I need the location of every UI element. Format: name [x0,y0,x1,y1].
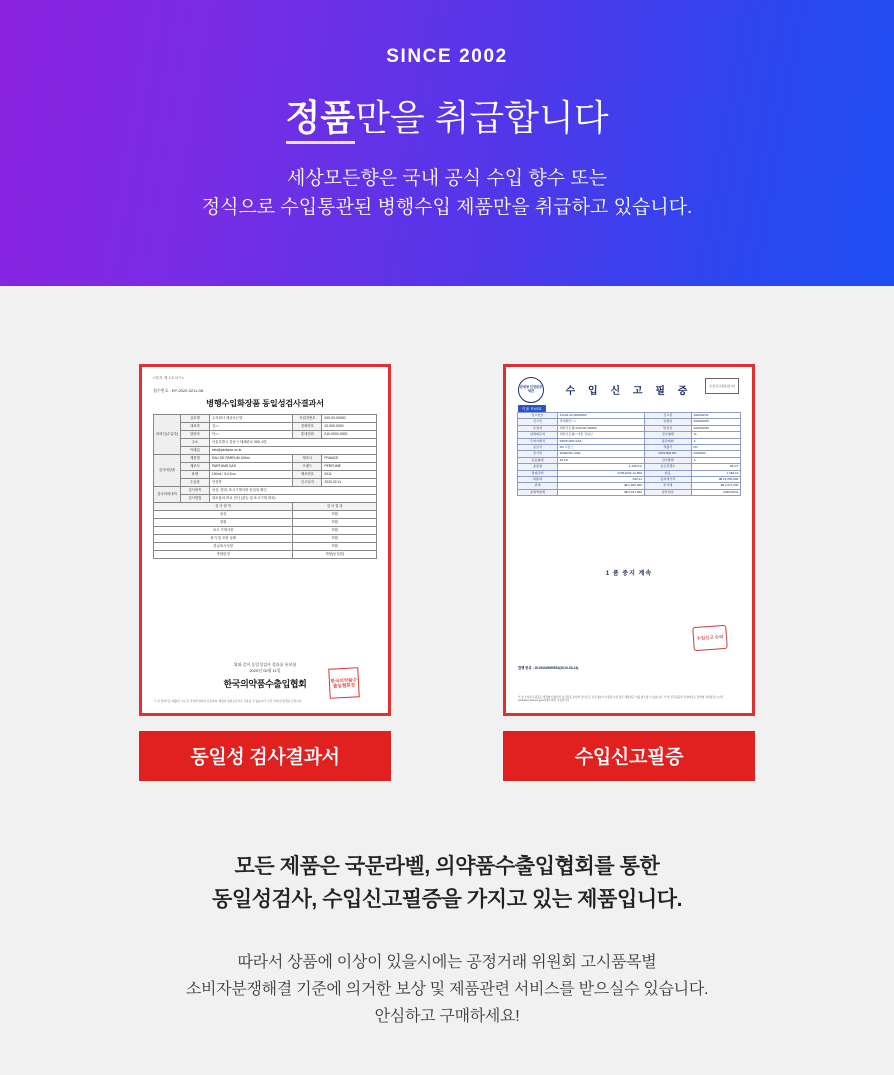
cell-value: FR 프랑스 [558,444,645,450]
cell-value: 000-00-00000 [322,415,377,423]
doc1-footnote: ※ 본 결과서는 제출된 시료 및 서류에 한하여 유효하며, 제품의 품질보증서로 사용될 수 없습니다. 무단 복제 및 변경을 금합니다. [154,700,303,704]
table-row [518,489,741,495]
cell-label: 통관계획 [644,438,691,444]
hero-subtitle-line1: 세상모든향은 국내 공식 수입 향수 또는 [286,167,608,189]
table-row [154,439,377,447]
table-row [154,511,377,519]
cell-label: 세관/과 [518,476,558,482]
cell-label: 담당자 [180,431,209,439]
cell-value: 2020/02/05 [691,419,740,425]
cell-label: 성상 [154,511,293,519]
cell-label: 적출국 [644,444,691,450]
cell-label: 검사방법 [180,495,209,503]
certificate-caption-import-declaration: 수입신고필증 [503,731,755,781]
cell-label: 징수형태 [644,432,691,438]
page-title [0,98,894,138]
doc2-title: 수 입 신 고 필 증 [565,386,693,397]
cell-value: FR [691,444,740,450]
table-row [154,503,377,511]
doc2-issue-number: 발행 번호 : 20194049M5532(2019-03-14) [518,666,579,670]
customs-approval-stamp-icon: 수입신고 수리 [692,625,728,651]
hero-since-label: SINCE 2002 [386,46,508,67]
cell-value: 적합 [293,511,377,519]
doc1-issuing-organization: 한국의약품수출입협회 [223,679,307,689]
cell-label: 납세의무자 [518,432,558,438]
cell-value: 2020.02.11 [322,479,377,487]
certificate-card-import-declaration[interactable] [503,364,755,781]
cell-value: ₩ 3,431,000 [558,489,645,495]
cell-value: 세상모든향 (000-00-00000) [558,425,645,431]
doc1-section-product: 검사대상품 [154,455,181,487]
cell-label: 입항일 [644,419,691,425]
cell-value: 세상모든향 / 서울 강남구 [558,432,645,438]
doc2-form-box: 수입신고필증(갑지) [705,378,739,394]
cell-value: 적합 [293,527,377,535]
cell-label: 향취 [154,519,293,527]
cell-label: 신고번호 [518,413,558,419]
cell-label: 결제금액 [518,470,558,476]
cell-value: 관세법인 ○○ [558,419,645,425]
hero-subtitle [0,164,894,223]
cell-label: 선기명 [518,451,558,457]
doc1-section-importer: 의뢰인(수입자) [154,415,181,455]
table-row [154,543,377,551]
table-row [154,423,377,431]
certificate-caption-identity-test: 동일성 검사결과서 [139,731,391,781]
doc2-continuation-note: 1 품 중지 계속 [605,571,653,577]
doc2-footnote: ※ 본 수입신고필증은 세관에서 형식적 요건만을 심사한 것이므로 신고내용이 사실과 다른 경우 세관장은 이를 취소할 수 있습니다. ※ 본 신고필증의 진위여부는 관세청 전자통관시스템(unipass.customs.go.kr)에서 확인 가능합니다. [518,695,723,703]
table-row [154,455,377,463]
doc2-info-table [517,412,741,496]
cell-value: FOB-EUR-12,500 [558,470,645,476]
cell-label: 제조번호 [293,471,322,479]
cell-value: 적합 [293,535,377,543]
assurance-lead-line1: 모든 제품은 국문라벨, 의약품수출입협회를 통한 [234,855,660,878]
cell-label: 총중량 [518,464,558,470]
cell-value: ₩ 18,250,000 [691,476,740,482]
cell-value: 41234-20-000000M [558,413,645,419]
doc1-section-inspection: 검사의뢰내역 [154,487,181,503]
cell-value: 성상, 향취, 표시기재사항 동일성 확인 [209,487,376,495]
cell-label: 운송형태 [518,457,558,463]
cell-label: 용기 및 포장 상태 [154,535,293,543]
scanned-document-2 [511,372,747,708]
cell-label: 대표자 [180,423,209,431]
cell-label: 검 사 항 목 [154,503,293,511]
cell-label: 납부일자 [644,489,691,495]
assurance-note-line3: 안심하고 구매하세요! [374,1007,520,1025]
cell-label: 총과세가격 [644,476,691,482]
cell-label: 환율 [644,470,691,476]
cell-value: 적합(동일함) [293,551,377,559]
cell-label: 관세 [518,483,558,489]
cell-label: 표시 기재사항 [154,527,293,535]
doc1-form-tag: <별지 제 1호서식> [153,376,185,380]
cell-value: EAU DE PARFUM 100ml [209,455,292,463]
cell-label: 검 사 결 과 [293,503,377,511]
doc1-info-table [153,414,377,559]
cell-label: 수입자 [518,425,558,431]
cell-value: 040-11 [558,476,645,482]
cell-label: 검사항목 [180,487,209,495]
assurance-lead [0,851,894,916]
cell-value: 10-FC [558,457,645,463]
cell-label: 용량 [180,471,209,479]
cell-label: 신고인 [518,419,558,425]
cell-value: 김○○ [209,423,292,431]
scanned-document-1 [147,372,383,708]
cell-value: 적합 [293,543,377,551]
certificate-card-identity-test[interactable] [139,364,391,781]
cell-label: 수입항 [180,479,209,487]
cell-value: info@perfume.co.kr [209,447,376,455]
hero-subtitle-line2: 정식으로 수입통관된 병행수입 제품만을 취급하고 있습니다. [201,197,693,219]
table-row [154,479,377,487]
table-row [154,463,377,471]
cell-label: 상호명 [180,415,209,423]
hero-title-accent: 정품 [286,97,356,144]
official-seal-icon: 한국의약품수출입협회장 [328,667,360,699]
cell-value: 2020/02/11 [691,413,740,419]
cell-label: 공급국 [518,444,558,450]
cell-value: MAERSK LINE [558,451,645,457]
table-row [154,471,377,479]
cell-value: 2020/02/09 [691,425,740,431]
cell-label: 사업자번호 [293,415,322,423]
cell-value: 인천항 [209,479,292,487]
cell-value: ₩ 1,971,000 [691,483,740,489]
cell-label: 신고일 [644,413,691,419]
doc1-receipt-code: 접수번호 : KP-2020-0211-08 [153,388,204,393]
cell-label: 검사방법 [644,457,691,463]
table-row [154,495,377,503]
table-row [154,415,377,423]
doc1-date: 2020년 02월 11일 [249,668,281,673]
cell-value: 주식회사 세상모든향 [209,415,292,423]
cell-value: 1,348.12 [691,470,740,476]
table-row [154,551,377,559]
cell-value: 대조품과 비교 검사 (관능 및 표시기재 대조) [209,495,376,503]
cell-label: 반입일 [644,425,691,431]
cell-label: 주소 [180,439,209,447]
cell-value: 서울특별시 강남구 테헤란로 000, 0층 [209,439,376,447]
cell-value: 1,235 KG [558,464,645,470]
cell-label: 브랜드 [293,463,322,471]
assurance-note [0,950,894,1031]
cell-value: 02-000-0000 [322,423,377,431]
cell-value: 0011 [322,471,377,479]
assurance-text-block [0,797,894,1075]
customs-seal-icon: 관세청 인천본부세관 [518,377,544,403]
cell-value: A [691,438,740,444]
table-row [154,535,377,543]
cell-value: 적합 [293,519,377,527]
doc1-title: 병행수입화장품 동일성검사결과서 [206,399,324,408]
cell-label: 무역거래처 [518,438,558,444]
cell-label: 한글표시사항 [154,543,293,551]
cell-label: 제조사 [180,463,209,471]
cell-value: 2020/02/11 [691,489,740,495]
cell-value: PERFUME [322,463,377,471]
cell-label: 종합판정 [154,551,293,559]
certificate-image-frame-2 [503,364,755,716]
cell-value: FRANCE [322,455,377,463]
cell-label: 제조국 [293,455,322,463]
cell-value: 이○○ [209,431,292,439]
table-row [154,431,377,439]
cell-value: PARFUMS SAS [558,438,645,444]
assurance-note-line1: 따라서 상품에 이상이 있을시에는 공정거래 위원회 고시품목별 [237,954,657,972]
table-row [154,527,377,535]
hero-title-rest: 만을 취급합니다 [355,97,609,138]
table-row [154,487,377,495]
cell-value: ₩ 1,460,000 [558,483,645,489]
cell-label: 휴대전화 [293,431,322,439]
cell-label: 전화번호 [293,423,322,431]
cell-label: 총포장갯수 [644,464,691,470]
certificate-image-frame-1 [139,364,391,716]
cell-label: 제품명 [180,455,209,463]
cell-value: PARFUMS SAS [209,463,292,471]
table-row [154,519,377,527]
cell-value: 0000000 [691,451,740,457]
hero-banner [0,0,894,286]
cell-value: 010-0000-0000 [322,431,377,439]
table-row [154,447,377,455]
cell-value: A [691,457,740,463]
cell-label: 부가세 [644,483,691,489]
epass-badge: 이폼 PASS [518,405,546,412]
assurance-note-line2: 소비자분쟁해결 기준에 의거한 보상 및 제품관련 서비스를 받으실수 있습니다. [185,980,709,998]
doc1-sign-text: 위와 같이 동일성검사 결과를 통보함 [233,662,297,667]
certificate-gallery [0,286,894,797]
cell-label: 총세액합계 [518,489,558,495]
cell-value: 100ml / 3.4 fl.oz [209,471,292,479]
cell-label: 이메일 [180,447,209,455]
cell-value: 11 [691,432,740,438]
cell-value: 85 CT [691,464,740,470]
cell-label: 신고일자 [293,479,322,487]
assurance-lead-line2: 동일성검사, 수입신고필증을 가지고 있는 제품입니다. [211,887,683,911]
cell-label: MASTER B/L [644,451,691,457]
